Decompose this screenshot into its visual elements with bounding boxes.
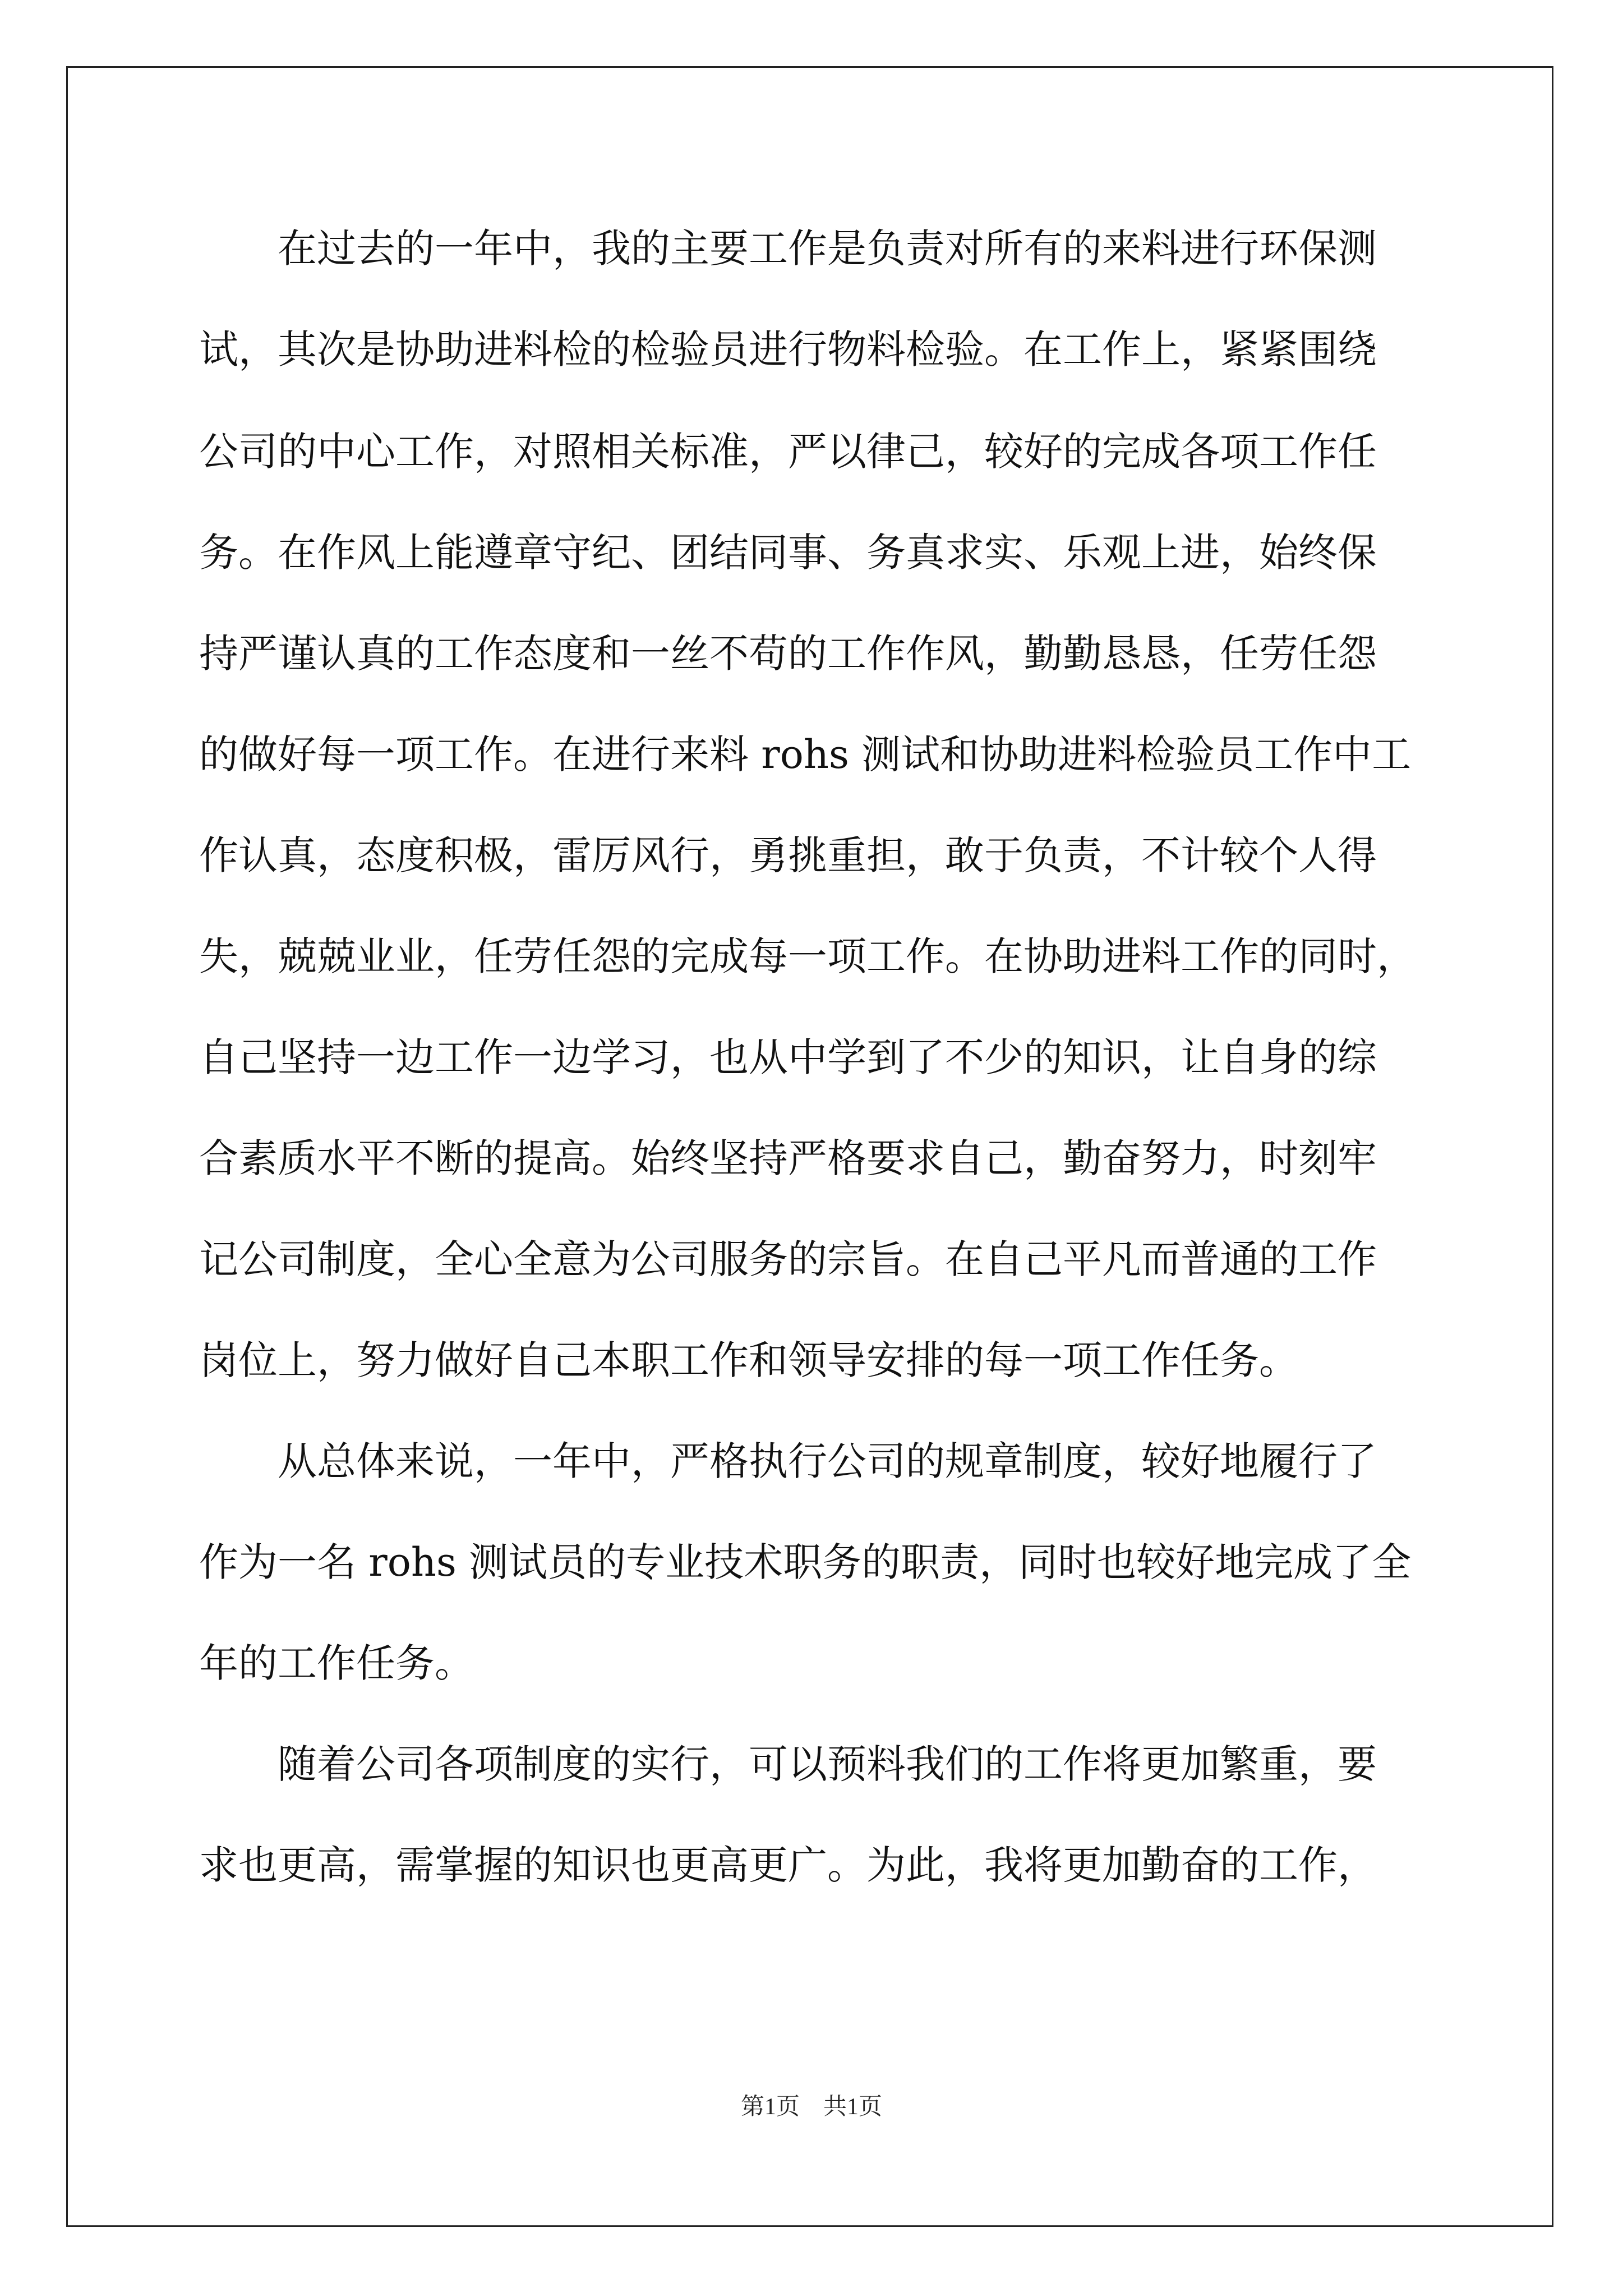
paragraph-1-line-2: 试，其次是协助进料检的检验员进行物料检验。在工作上，紧紧围绕 bbox=[199, 326, 1377, 372]
paragraph-1-line-9: 自己坚持一边工作一边学习，也从中学到了不少的知识，让自身的综 bbox=[199, 1034, 1377, 1080]
paragraph-2-line-1: 从总体来说，一年中，严格执行公司的规章制度，较好地履行了 bbox=[199, 1438, 1377, 1484]
page-number-footer: 第1页 共1页 bbox=[740, 2094, 882, 2120]
paragraph-1-line-10: 合素质水平不断的提高。始终坚持严格要求自己，勤奋努力，时刻牢 bbox=[199, 1135, 1377, 1181]
paragraph-1-line-12: 岗位上，努力做好自己本职工作和领导安排的每一项工作任务。 bbox=[199, 1337, 1298, 1383]
paragraph-1-line-3: 公司的中心工作，对照相关标准，严以律己，较好的完成各项工作任 bbox=[199, 429, 1377, 475]
paragraph-1-line-1: 在过去的一年中，我的主要工作是负责对所有的来料进行环保测 bbox=[199, 226, 1377, 272]
paragraph-1-line-6: 的做好每一项工作。在进行来料 rohs 测试和协助进料检验员工作中工 bbox=[199, 731, 1412, 777]
paragraph-1-line-7: 作认真，态度积极，雷厉风行，勇挑重担，敢于负责，不计较个人得 bbox=[199, 832, 1377, 878]
paragraph-2-line-2: 作为一名 rohs 测试员的专业技术职务的职责，同时也较好地完成了全 bbox=[199, 1539, 1412, 1585]
paragraph-3-line-1: 随着公司各项制度的实行，可以预料我们的工作将更加繁重，要 bbox=[199, 1741, 1377, 1787]
paragraph-1-line-8: 失，兢兢业业，任劳任怨的完成每一项工作。在协助进料工作的同时， bbox=[199, 933, 1416, 979]
paragraph-2-line-3: 年的工作任务。 bbox=[199, 1640, 474, 1686]
paragraph-1-line-5: 持严谨认真的工作态度和一丝不苟的工作作风，勤勤恳恳，任劳任怨 bbox=[199, 631, 1377, 677]
paragraph-1-line-4: 务。在作风上能遵章守纪、团结同事、务真求实、乐观上进，始终保 bbox=[199, 530, 1377, 576]
paragraph-3-line-2: 求也更高，需掌握的知识也更高更广。为此，我将更加勤奋的工作， bbox=[199, 1842, 1377, 1888]
paragraph-1-line-11: 记公司制度，全心全意为公司服务的宗旨。在自己平凡而普通的工作 bbox=[199, 1236, 1377, 1282]
